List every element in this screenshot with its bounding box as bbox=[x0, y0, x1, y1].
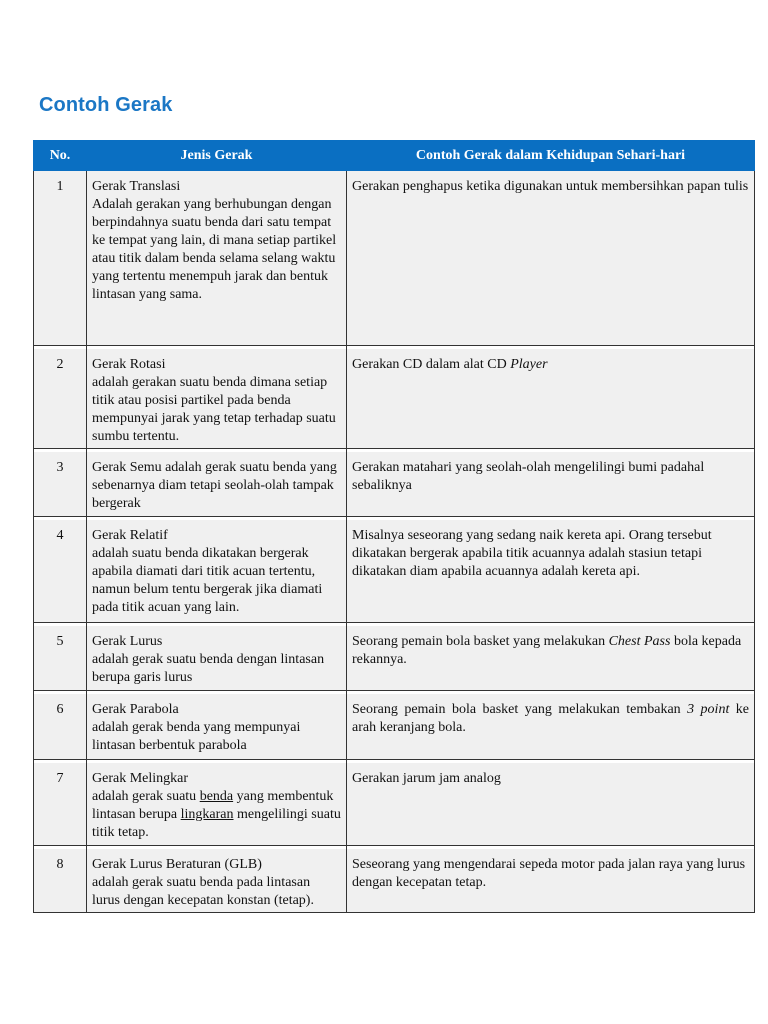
header-contoh-gerak: Contoh Gerak dalam Kehidupan Sehari-hari bbox=[347, 140, 755, 171]
motion-example: Gerakan penghapus ketika digunakan untuk membersihkan papan tulis bbox=[352, 179, 749, 194]
motion-example-italic: 3 point bbox=[687, 701, 730, 717]
table-header-row bbox=[34, 140, 755, 171]
row-number: 1 bbox=[34, 171, 87, 345]
motion-table bbox=[33, 140, 755, 913]
motion-description: Adalah gerakan yang berhubungan dengan berpindahnya suatu benda dari satu tempat ke tempat yang lain, di mana setiap partikel atau titik dalam benda selama selang waktu yang tertentu menempuh jarak dan bentuk lintasan yang sama. bbox=[92, 197, 337, 302]
jenis-cell bbox=[87, 849, 347, 913]
motion-description: adalah gerakan suatu benda dimana setiap titik atau posisi partikel pada benda mempunyai jarak yang tetap terhadap suatu sumbu tertentu. bbox=[92, 374, 336, 444]
motion-example-italic: Player bbox=[510, 356, 548, 372]
row-number: 3 bbox=[34, 452, 87, 516]
jenis-cell bbox=[87, 171, 347, 345]
motion-example: Seorang pemain bola basket yang melakukan bbox=[352, 634, 609, 649]
jenis-cell bbox=[87, 763, 347, 845]
row-number: 4 bbox=[34, 520, 87, 623]
row-number: 6 bbox=[34, 694, 87, 760]
table-row bbox=[34, 626, 755, 690]
jenis-cell bbox=[87, 452, 347, 516]
header-no: No. bbox=[34, 140, 87, 171]
motion-name: Gerak Relatif bbox=[92, 527, 168, 543]
table-row bbox=[34, 452, 755, 516]
motion-description: adalah gerak benda yang mempunyai lintasan berbentuk parabola bbox=[92, 719, 301, 753]
example-cell bbox=[347, 452, 755, 516]
example-cell bbox=[347, 849, 755, 913]
underlined-term: benda bbox=[199, 789, 234, 804]
example-cell bbox=[347, 349, 755, 449]
motion-example: Gerakan CD dalam alat CD bbox=[352, 356, 511, 372]
motion-example-tail: bola kepada rekannya. bbox=[352, 634, 742, 667]
motion-name: Gerak Melingkar bbox=[92, 771, 189, 786]
page-title: Contoh Gerak bbox=[39, 94, 173, 116]
motion-description: adalah gerak suatu benda dengan lintasan berupa garis lurus bbox=[92, 652, 325, 685]
motion-description: adalah suatu benda dikatakan bergerak apabila diamati dari titik acuan tertentu, namun belum tentu bergerak jika diamati pada titik acuan yang lain. bbox=[92, 545, 323, 615]
motion-name: Gerak Lurus Beraturan (GLB) bbox=[92, 856, 262, 872]
example-cell bbox=[347, 694, 755, 760]
motion-example: Misalnya seseorang yang sedang naik kereta api. Orang tersebut dikatakan bergerak apabila titik acuannya adalah stasiun tetapi dikatakan diam apabila acuannya adalah kereta api. bbox=[352, 527, 712, 579]
motion-example: Seseorang yang mengendarai sepeda motor pada jalan raya yang lurus dengan kecepatan tetap. bbox=[352, 856, 746, 890]
table-row bbox=[34, 849, 755, 913]
motion-example: Gerakan matahari yang seolah-olah mengelilingi bumi padahal sebaliknya bbox=[352, 460, 705, 493]
table-row bbox=[34, 171, 755, 345]
table-row bbox=[34, 763, 755, 845]
jenis-cell bbox=[87, 520, 347, 623]
header-jenis-gerak: Jenis Gerak bbox=[87, 140, 347, 171]
row-number: 8 bbox=[34, 849, 87, 913]
motion-example: Gerakan jarum jam analog bbox=[352, 771, 501, 786]
underlined-term: lingkaran bbox=[180, 807, 234, 822]
motion-name: Gerak Lurus bbox=[92, 634, 163, 649]
motion-example-italic: Chest Pass bbox=[608, 634, 671, 649]
motion-name: Gerak Translasi bbox=[92, 179, 181, 194]
row-number: 5 bbox=[34, 626, 87, 690]
motion-name: Gerak Parabola bbox=[92, 701, 179, 717]
example-cell bbox=[347, 626, 755, 690]
motion-example-tail: ke arah keranjang bola. bbox=[352, 701, 750, 735]
motion-description: adalah gerak suatu benda pada lintasan lurus dengan kecepatan konstan (tetap). bbox=[92, 874, 314, 908]
row-number: 2 bbox=[34, 349, 87, 449]
jenis-cell bbox=[87, 694, 347, 760]
example-cell bbox=[347, 520, 755, 623]
motion-example: Seorang pemain bola basket yang melakukan tembakan bbox=[352, 701, 688, 717]
motion-description: Gerak Semu adalah gerak suatu benda yang sebenarnya diam tetapi seolah-olah tampak bergerak bbox=[92, 460, 337, 511]
table-row bbox=[34, 694, 755, 760]
example-cell bbox=[347, 763, 755, 845]
row-number: 7 bbox=[34, 763, 87, 845]
jenis-cell bbox=[87, 349, 347, 449]
motion-name: Gerak Rotasi bbox=[92, 356, 166, 372]
jenis-cell bbox=[87, 626, 347, 690]
example-cell bbox=[347, 171, 755, 345]
table-row bbox=[34, 520, 755, 623]
motion-description: adalah gerak suatu benda yang membentuk lintasan berupa lingkaran mengelilingi suatu titik tetap. bbox=[92, 789, 341, 840]
table-row bbox=[34, 349, 755, 449]
